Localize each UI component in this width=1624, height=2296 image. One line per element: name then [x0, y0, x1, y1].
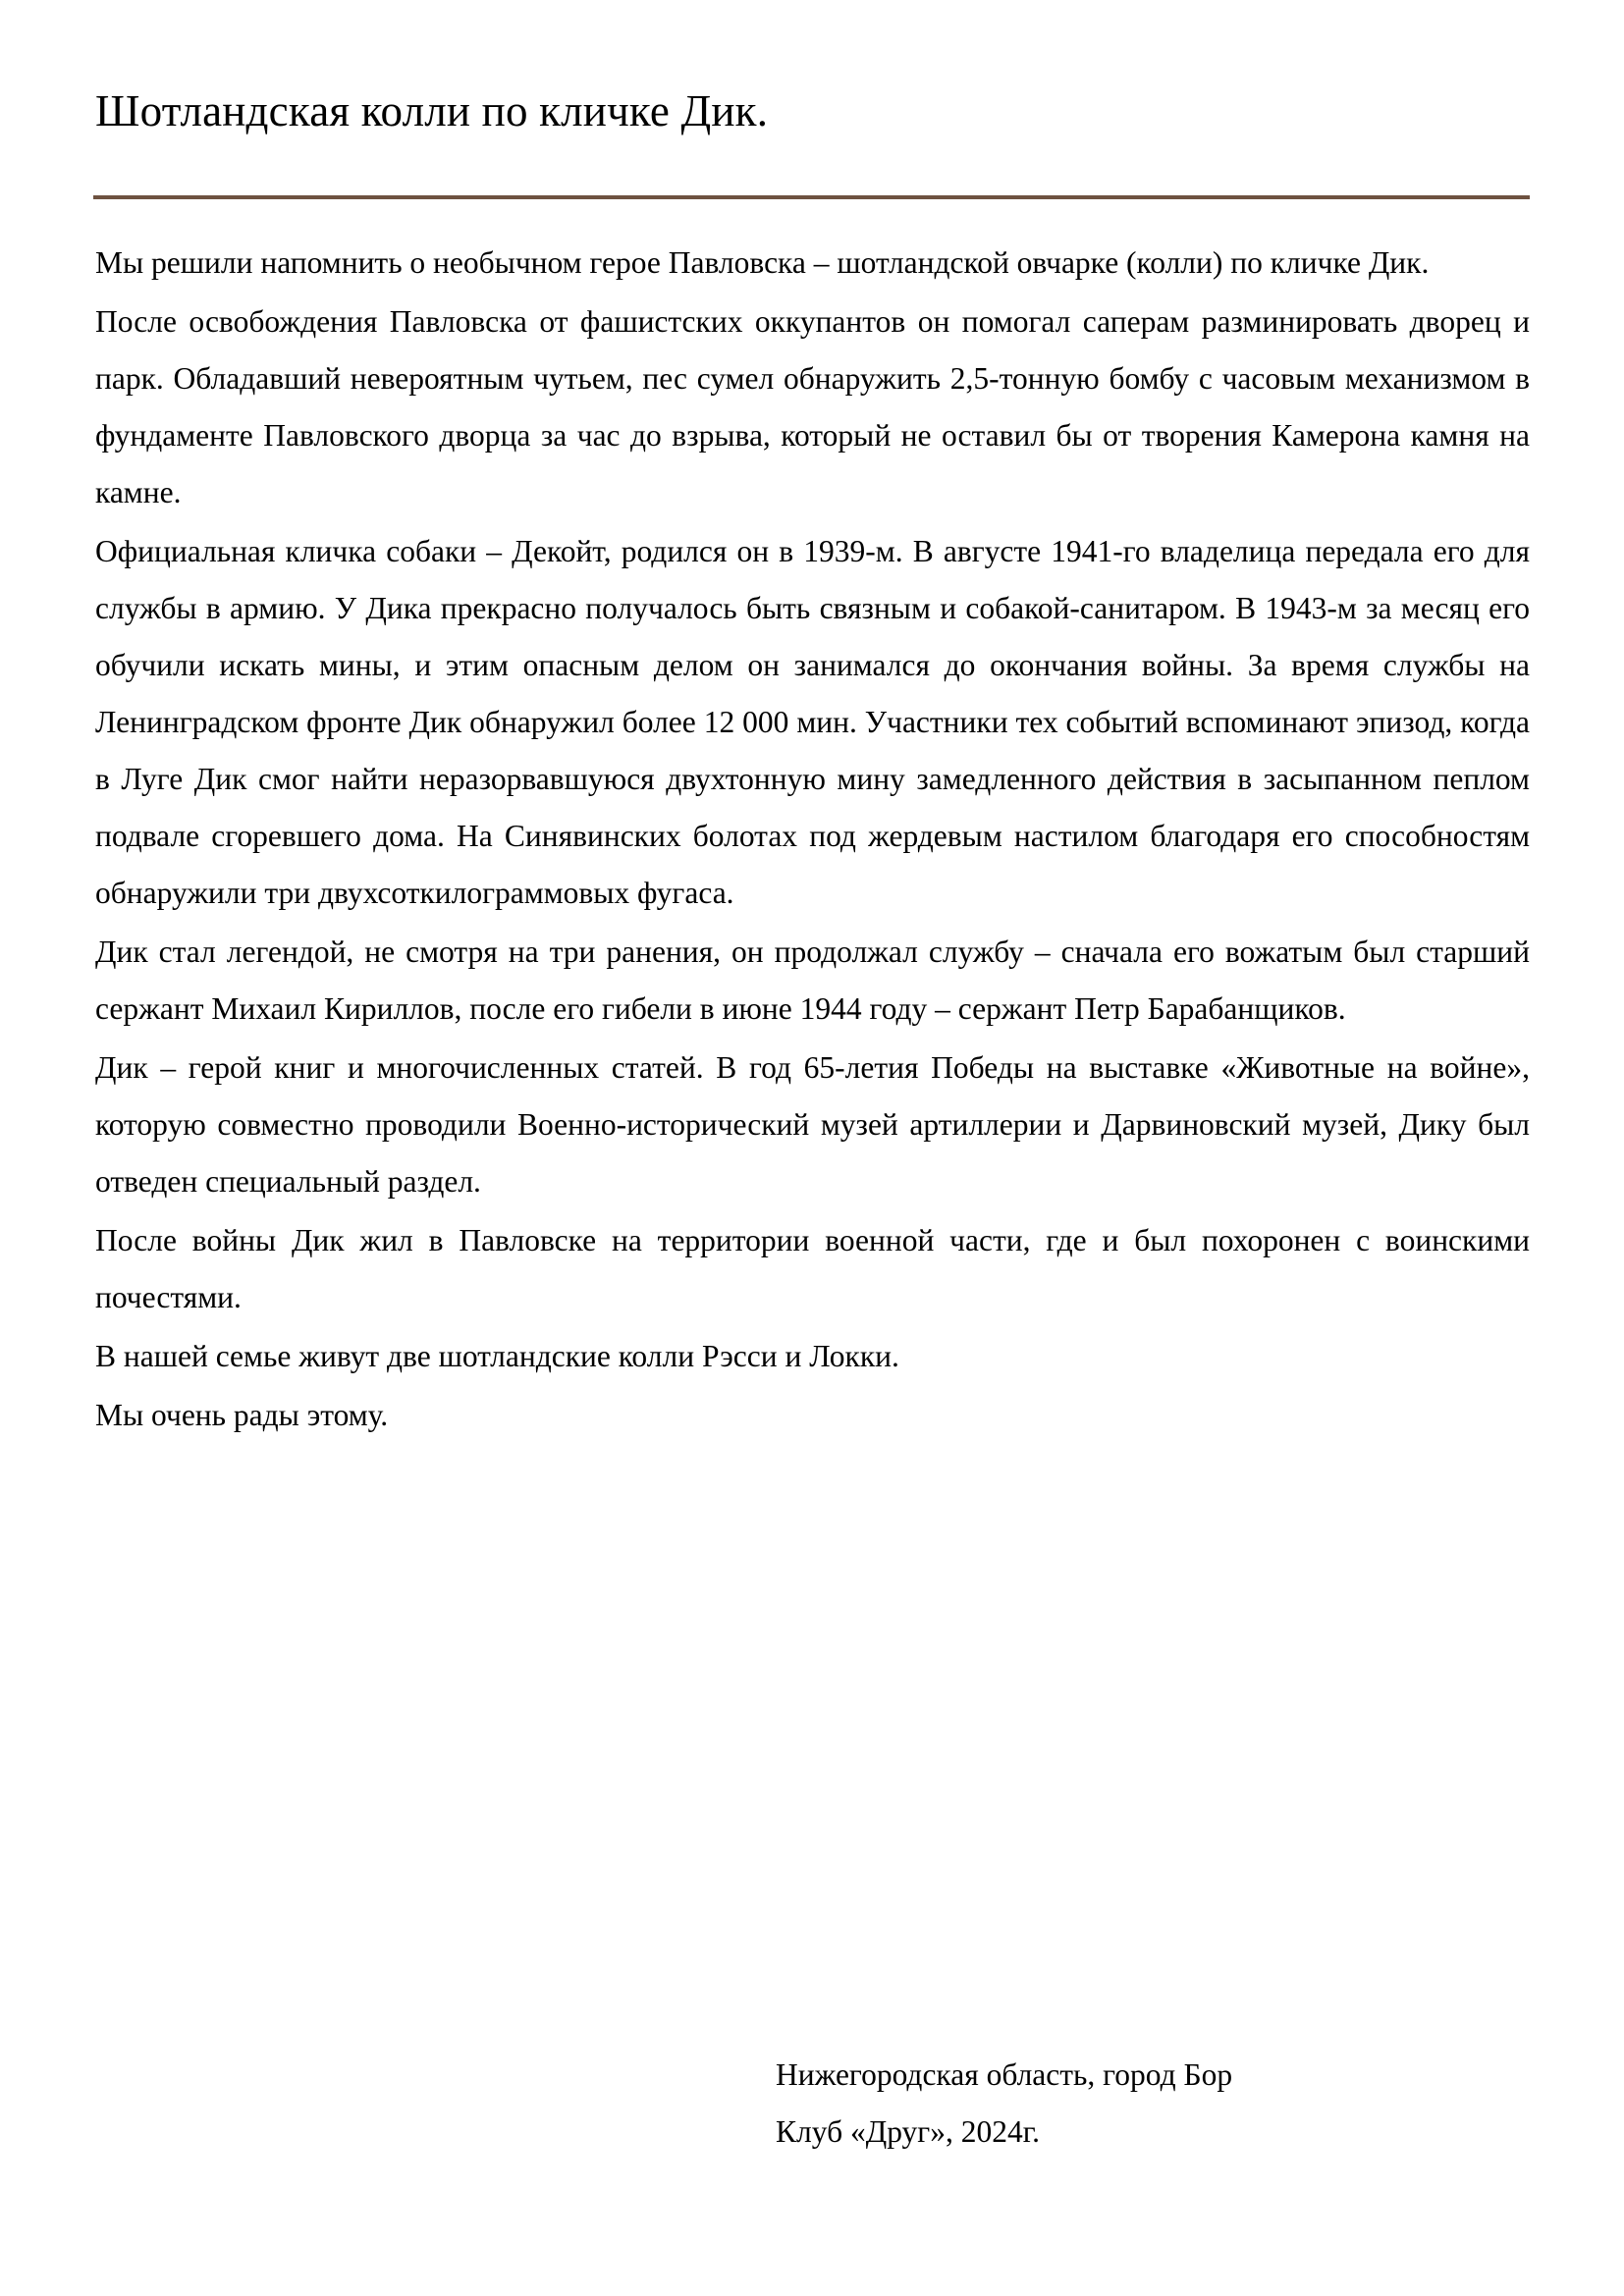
paragraph: Мы очень рады этому. — [95, 1397, 389, 1432]
page-title: Шотландская колли по кличке Дик. — [95, 86, 769, 135]
paragraph: В нашей семье живут две шотландские колли Рэсси и Локки. — [95, 1338, 899, 1373]
paragraph: Дик – герой книг и многочисленных статей. В год 65-летия Победы на выставке «Животные на войне», которую совместно проводили Военно-исторический музей артиллерии и Дарвиновский музей, Дику был отведен специальный раздел. — [95, 1049, 1530, 1199]
paragraph: Официальная кличка собаки – Декойт, родился он в 1939-м. В августе 1941-го владелица передала его для службы в армию. У Дика прекрасно получалось быть связным и собакой-санитаром. В 1943-м за месяц его обучили искать мины, и этим опасным делом он занимался до окончания войны. За время службы на Ленинградском фронте Дик обнаружил более 12 000 мин. Участники тех событий вспоминают эпизод, когда в Луге Дик смог найти неразорвавшуюся двухтонную мину замедленного действия в засыпанном пеплом подвале сгоревшего дома. На Синявинских болотах под жердевым настилом благодаря его способностям обнаружили три двухсоткилограммовых фугаса. — [95, 533, 1530, 910]
paragraph: После освобождения Павловска от фашистских оккупантов он помогал саперам разминировать дворец и парк. Обладавший невероятным чутьем, пес сумел обнаружить 2,5-тонную бомбу с часовым механизмом в фундаменте Павловского дворца за час до взрыва, который не оставил бы от творения Камерона камня на камне. — [95, 303, 1530, 509]
paragraph: Мы решили напомнить о необычном герое Павловска – шотландской овчарке (колли) по кличке Дик. — [95, 244, 1430, 280]
document-content — [95, 0, 1530, 1444]
title-divider — [93, 195, 1530, 199]
signature-club-year: Клуб «Друг», 2024г. — [776, 2114, 1040, 2149]
body-text — [95, 235, 1530, 1444]
signature-location: Нижегородская область, город Бор — [776, 2057, 1233, 2092]
signature-block — [776, 2047, 1463, 2161]
paragraph: Дик стал легендой, не смотря на три ранения, он продолжал службу – сначала его вожатым был старший сержант Михаил Кириллов, после его гибели в июне 1944 году – сержант Петр Барабанщиков. — [95, 934, 1530, 1026]
paragraph: После войны Дик жил в Павловске на территории военной части, где и был похоронен с воинскими почестями. — [95, 1222, 1530, 1314]
